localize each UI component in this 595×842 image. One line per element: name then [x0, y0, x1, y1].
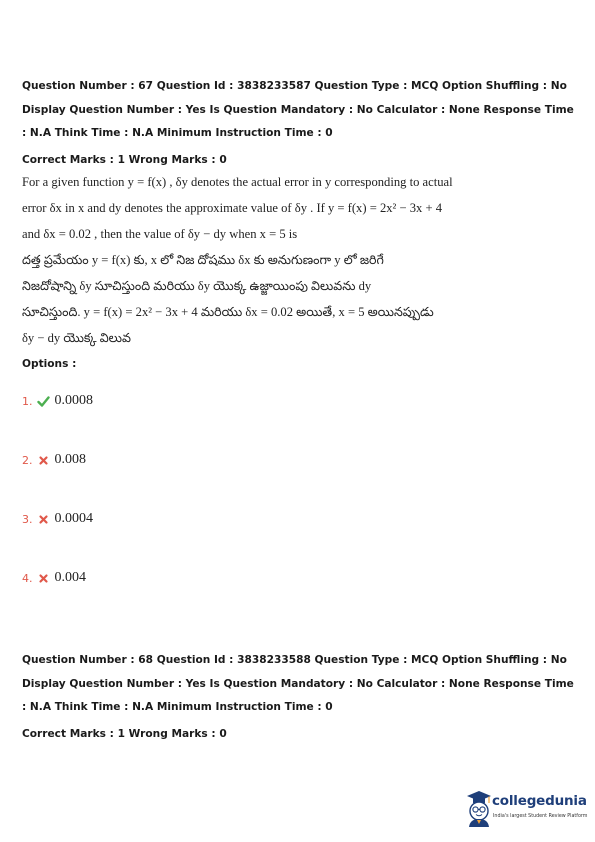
option-value: 0.0004 [54, 511, 93, 526]
question-67-metadata [22, 75, 578, 146]
question-text-line-telugu: దత్త ప్రమేయం y = f(x) కు, x లో నిజ దోషము δx కు అనుగుణంగా y లో జరిగే [22, 253, 384, 267]
option-number: 4. [22, 571, 33, 585]
question-text-line: and δx = 0.02 , then the value of δy − dy when x = 5 is [22, 227, 298, 241]
option-value: 0.008 [54, 452, 86, 467]
brand-tagline: India's largest Student Review Platform [493, 814, 588, 819]
option-4[interactable] [22, 568, 86, 588]
meta-line: Display Question Number : Yes Is Question Mandatory : No Calculator : None Response Time [22, 677, 574, 690]
question-68-metadata [22, 649, 578, 720]
meta-line: Question Number : 68 Question Id : 3838233588 Question Type : MCQ Option Shuffling : No [22, 654, 567, 666]
question-67-marks: Correct Marks : 1 Wrong Marks : 0 [22, 154, 227, 166]
question-68-marks: Correct Marks : 1 Wrong Marks : 0 [22, 728, 227, 740]
option-number: 3. [22, 512, 33, 526]
option-number: 2. [22, 453, 33, 467]
cross-icon [37, 572, 50, 585]
meta-line: Question Number : 67 Question Id : 3838233587 Question Type : MCQ Option Shuffling : No [22, 80, 567, 92]
question-text-line: error δx in x and dy denotes the approximate value of δy . If y = f(x) = 2x² − 3x + 4 [22, 201, 443, 215]
meta-line: : N.A Think Time : N.A Minimum Instruction Time : 0 [22, 127, 333, 139]
question-text-line-telugu: δy − dy యొక్క విలువ [22, 331, 131, 345]
question-text-line: For a given function y = f(x) , δy denotes the actual error in y corresponding to actual [22, 175, 453, 189]
question-text-line-telugu: సూచిస్తుంది. y = f(x) = 2x² − 3x + 4 మరియు δx = 0.02 అయితే, x = 5 అయినప్పుడు [22, 305, 434, 319]
option-3[interactable] [22, 509, 93, 529]
meta-line: Display Question Number : Yes Is Question Mandatory : No Calculator : None Response Time [22, 103, 574, 116]
option-2[interactable] [22, 450, 86, 470]
option-number: 1. [22, 394, 33, 408]
option-value: 0.0008 [54, 393, 93, 408]
meta-line: : N.A Think Time : N.A Minimum Instruction Time : 0 [22, 701, 333, 713]
question-text-line-telugu: నిజదోషాన్ని δy సూచిస్తుంది మరియు δy యొక్క ఉజ్జాయింపు విలువను dy [22, 279, 372, 293]
cross-icon [37, 513, 50, 526]
options-label: Options : [22, 358, 77, 370]
brand-name: collegedunia [492, 793, 587, 809]
option-1[interactable] [22, 391, 93, 411]
cross-icon [37, 454, 50, 467]
check-icon [37, 395, 50, 408]
option-value: 0.004 [54, 570, 86, 585]
